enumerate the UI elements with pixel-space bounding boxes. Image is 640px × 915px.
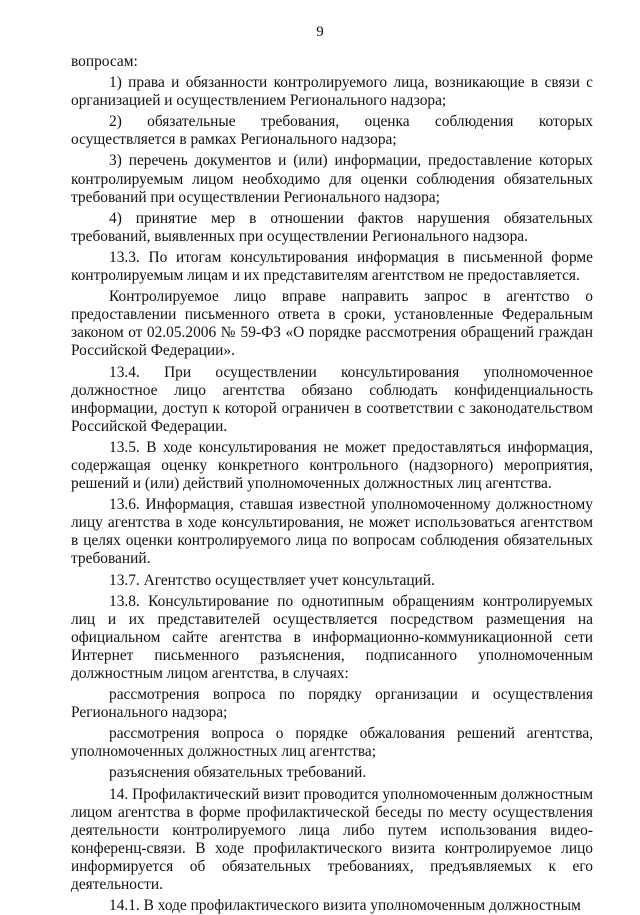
paragraph: 13.3. По итогам консультирования информация в письменной форме контролируемым лицам и их представителям агентством не предоставляется.	[71, 248, 593, 285]
paragraph: 3) перечень документов и (или) информации, предоставление которых контролируемым лицом необходимо для оценки соблюдения обязательных требований при осуществлении Регионального надзора;	[71, 152, 593, 206]
paragraph: 2) обязательные требования, оценка соблюдения которых осуществляется в рамках Регионального надзора;	[71, 113, 593, 149]
paragraph: рассмотрения вопроса по порядку организации и осуществления Регионального надзора;	[71, 686, 593, 722]
document-body	[71, 53, 593, 915]
paragraph: Контролируемое лицо вправе направить запрос в агентство о предоставлении письменного ответа в сроки, установленные Федеральным законом от 02.05.2006 № 59-ФЗ «О порядке рассмотрения обращений граждан Российской Федерации».	[71, 288, 593, 360]
paragraph: 13.5. В ходе консультирования не может предоставляться информация, содержащая оценку конкретного контрольного (надзорного) мероприятия, решений и (или) действий уполномоченных должностных лиц агентства.	[71, 438, 593, 493]
paragraph: 13.6. Информация, ставшая известной уполномоченному должностному лицу агентства в ходе консультирования, не может использоваться агентством в целях оценки контролируемого лица по вопросам соблюдения обязательных требований.	[71, 496, 593, 568]
page-number: 9	[316, 24, 324, 40]
paragraph: рассмотрения вопроса о порядке обжалования решений агентства, уполномоченных должностных лиц агентства;	[71, 725, 593, 761]
paragraph: 14.1. В ходе профилактического визита уполномоченным должностным	[109, 897, 581, 915]
paragraph: 13.4. При осуществлении консультирования уполномоченное должностное лицо агентства обязано соблюдать конфиденциальность информации, доступ к которой ограничен в соответствии с законодательством Российской Федерации.	[71, 363, 593, 435]
paragraph: 14. Профилактический визит проводится уполномоченным должностным лицом агентства в форме профилактической беседы по месту осуществления деятельности контролируемого лица либо путем использования видео-конференц-связи. В ходе профилактического визита контролируемое лицо информируется об обязательных требованиях, предъявляемых к его деятельности.	[71, 785, 593, 894]
paragraph: 13.7. Агентство осуществляет учет консультаций.	[109, 571, 435, 589]
paragraph: 1) права и обязанности контролируемого лица, возникающие в связи с организацией и осуществлением Регионального надзора;	[71, 74, 593, 110]
paragraph: 13.8. Консультирование по однотипным обращениям контролируемых лиц и их представителей осуществляется посредством размещения на официальном сайте агентства в информационно-коммуникационной сети Интернет письменного разъяснения, подписанного уполномоченным должностным лицом агентства, в случаях:	[71, 592, 593, 682]
paragraph: вопросам:	[71, 53, 138, 70]
paragraph: разъяснения обязательных требований.	[109, 764, 367, 782]
paragraph: 4) принятие мер в отношении фактов нарушения обязательных требований, выявленных при осуществлении Регионального надзора.	[71, 209, 593, 245]
